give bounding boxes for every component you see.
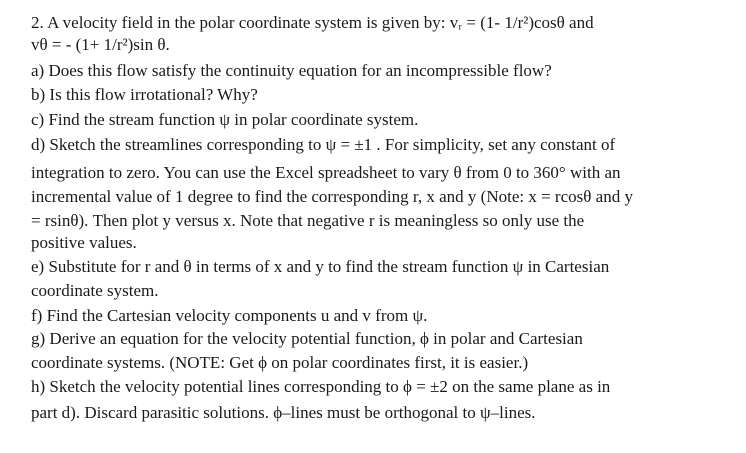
question-e-line-1: e) Substitute for r and θ in terms of x and y to find the stream function ψ in Cartesian — [31, 257, 610, 276]
question-d-line-1: d) Sketch the streamlines corresponding to ψ = ±1 . For simplicity, set any constant of — [31, 135, 616, 154]
question-c: c) Find the stream function ψ in polar coordinate system. — [31, 110, 419, 129]
problem-number: 2. — [31, 13, 44, 32]
question-d-line-2: integration to zero. You can use the Excel spreadsheet to vary θ from 0 to 360° with an — [31, 163, 621, 182]
question-d-line-4: = rsinθ). Then plot y versus x. Note that negative r is meaningless so only use the — [31, 211, 585, 230]
question-h-line-1: h) Sketch the velocity potential lines corresponding to ϕ = ±2 on the same plane as in — [31, 377, 611, 396]
question-d-line-5: positive values. — [31, 233, 137, 252]
question-e-line-2: coordinate system. — [31, 281, 159, 300]
question-f: f) Find the Cartesian velocity components u and v from ψ. — [31, 306, 428, 325]
question-b: b) Is this flow irrotational? Why? — [31, 85, 258, 104]
question-g-line-2: coordinate systems. (NOTE: Get ϕ on polar coordinates first, it is easier.) — [31, 353, 529, 372]
question-h-line-2: part d). Discard parasitic solutions. ϕ–lines must be orthogonal to ψ–lines. — [31, 403, 536, 422]
problem-line-2: vθ = - (1+ 1/r²)sin θ. — [31, 35, 170, 54]
question-a: a) Does this flow satisfy the continuity equation for an incompressible flow? — [31, 61, 552, 80]
problem-line-1: 2. A velocity field in the polar coordinate system is given by: vᵣ = (1- 1/r²)cosθ and — [31, 13, 594, 32]
question-d-line-3: incremental value of 1 degree to find the corresponding r, x and y (Note: x = rcosθ and y — [31, 187, 633, 206]
question-g-line-1: g) Derive an equation for the velocity potential function, ϕ in polar and Cartesian — [31, 329, 583, 348]
